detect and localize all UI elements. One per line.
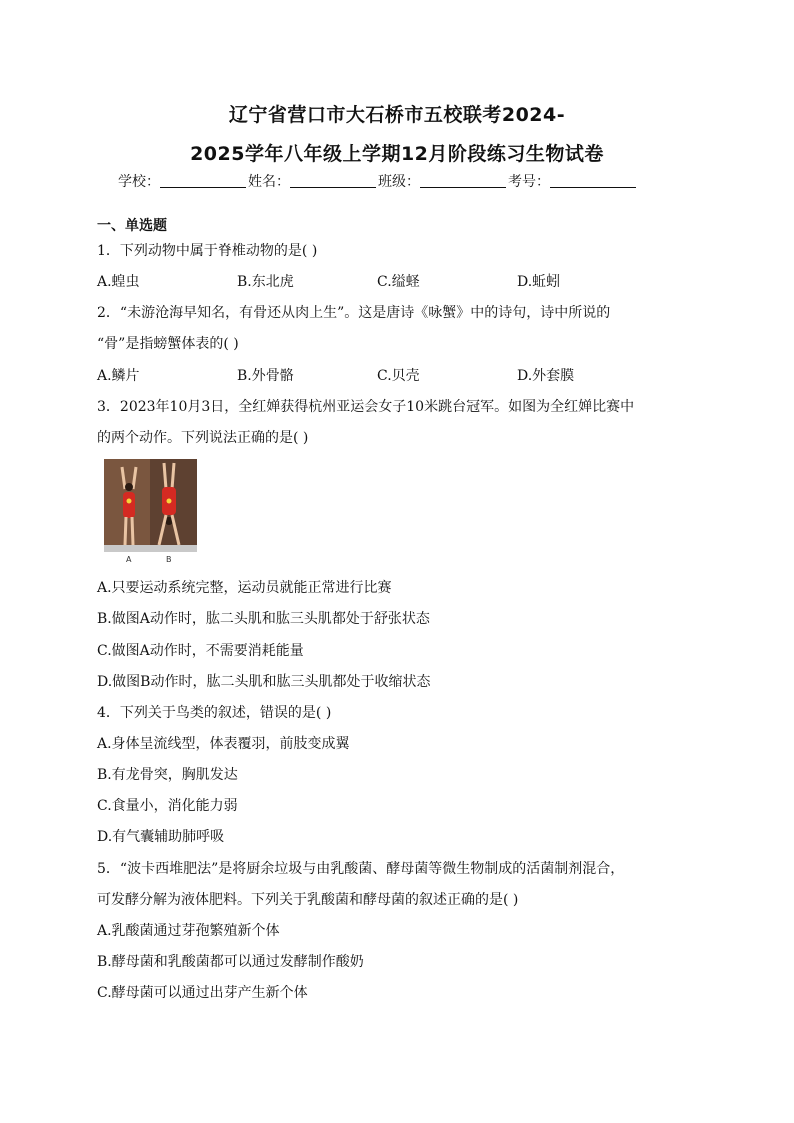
question-2-option-d[interactable]: D.外套膜 — [517, 368, 575, 384]
question-5-option-b[interactable]: B.酵母菌和乳酸菌都可以通过发酵制作酸奶 — [97, 954, 364, 970]
question-2-option-c[interactable]: C.贝壳 — [377, 368, 420, 384]
question-3-option-b[interactable]: B.做图A动作时，肱二头肌和肱三头肌都处于舒张状态 — [97, 611, 430, 627]
question-3-option-a[interactable]: A.只要运动系统完整，运动员就能正常进行比赛 — [97, 580, 392, 596]
question-4-stem: 4．下列关于鸟类的叙述，错误的是( ) — [97, 705, 332, 721]
question-1-option-a[interactable]: A.蝗虫 — [97, 274, 140, 290]
class-blank[interactable] — [420, 173, 506, 188]
number-blank[interactable] — [550, 173, 636, 188]
school-label: 学校： — [118, 174, 160, 190]
question-4-option-c[interactable]: C.食量小，消化能力弱 — [97, 798, 238, 814]
question-2-stem-line-2: “骨”是指螃蟹体表的( ) — [97, 336, 239, 352]
question-1-option-c[interactable]: C.缢蛏 — [377, 274, 420, 290]
diver-photo-illustration — [104, 459, 197, 552]
question-1-option-b[interactable]: B.东北虎 — [237, 274, 294, 290]
exam-title-line-1: 辽宁省营口市大石桥市五校联考2024- — [228, 104, 566, 126]
question-5-option-c[interactable]: C.酵母菌可以通过出芽产生新个体 — [97, 985, 308, 1001]
section-title: 一、单选题 — [97, 218, 167, 234]
question-4-option-d[interactable]: D.有气囊辅助肺呼吸 — [97, 829, 225, 845]
question-3-stem-line-2: 的两个动作。下列说法正确的是( ) — [97, 430, 309, 446]
exam-title-line-2: 2025学年八年级上学期12月阶段练习生物试卷 — [190, 143, 604, 165]
name-blank[interactable] — [290, 173, 376, 188]
question-2-option-b[interactable]: B.外骨骼 — [237, 368, 294, 384]
class-label: 班级： — [378, 174, 420, 190]
question-2-options — [97, 365, 657, 385]
question-3-option-d[interactable]: D.做图B动作时，肱二头肌和肱三头肌都处于收缩状态 — [97, 674, 431, 690]
question-1-option-d[interactable]: D.蚯蚓 — [517, 274, 561, 290]
question-1-options — [97, 271, 657, 291]
question-2-stem-line-1: 2．“未游沧海早知名，有骨还从肉上生”。这是唐诗《咏蟹》中的诗句，诗中所说的 — [97, 305, 611, 321]
question-1-stem: 1．下列动物中属于脊椎动物的是( ) — [97, 243, 318, 259]
question-5-option-a[interactable]: A.乳酸菌通过芽孢繁殖新个体 — [97, 923, 280, 939]
student-info-row — [118, 171, 638, 191]
question-3-option-c[interactable]: C.做图A动作时，不需要消耗能量 — [97, 643, 304, 659]
figure-label-b: B — [166, 555, 172, 564]
name-label: 姓名： — [248, 174, 290, 190]
question-2-option-a[interactable]: A.鳞片 — [97, 368, 140, 384]
question-3-stem-line-1: 3．2023年10月3日，全红婵获得杭州亚运会女子10米跳台冠军。如图为全红婵比赛中 — [97, 399, 635, 415]
number-label: 考号： — [508, 174, 550, 190]
figure-label-a: A — [126, 555, 132, 564]
question-5-stem-line-2: 可发酵分解为液体肥料。下列关于乳酸菌和酵母菌的叙述正确的是( ) — [97, 892, 519, 908]
diver-photo — [104, 459, 197, 552]
school-blank[interactable] — [160, 173, 246, 188]
question-4-option-a[interactable]: A.身体呈流线型，体表覆羽，前肢变成翼 — [97, 736, 350, 752]
question-4-option-b[interactable]: B.有龙骨突，胸肌发达 — [97, 767, 238, 783]
question-5-stem-line-1: 5．“波卡西堆肥法”是将厨余垃圾与由乳酸菌、酵母菌等微生物制成的活菌制剂混合， — [97, 861, 625, 877]
